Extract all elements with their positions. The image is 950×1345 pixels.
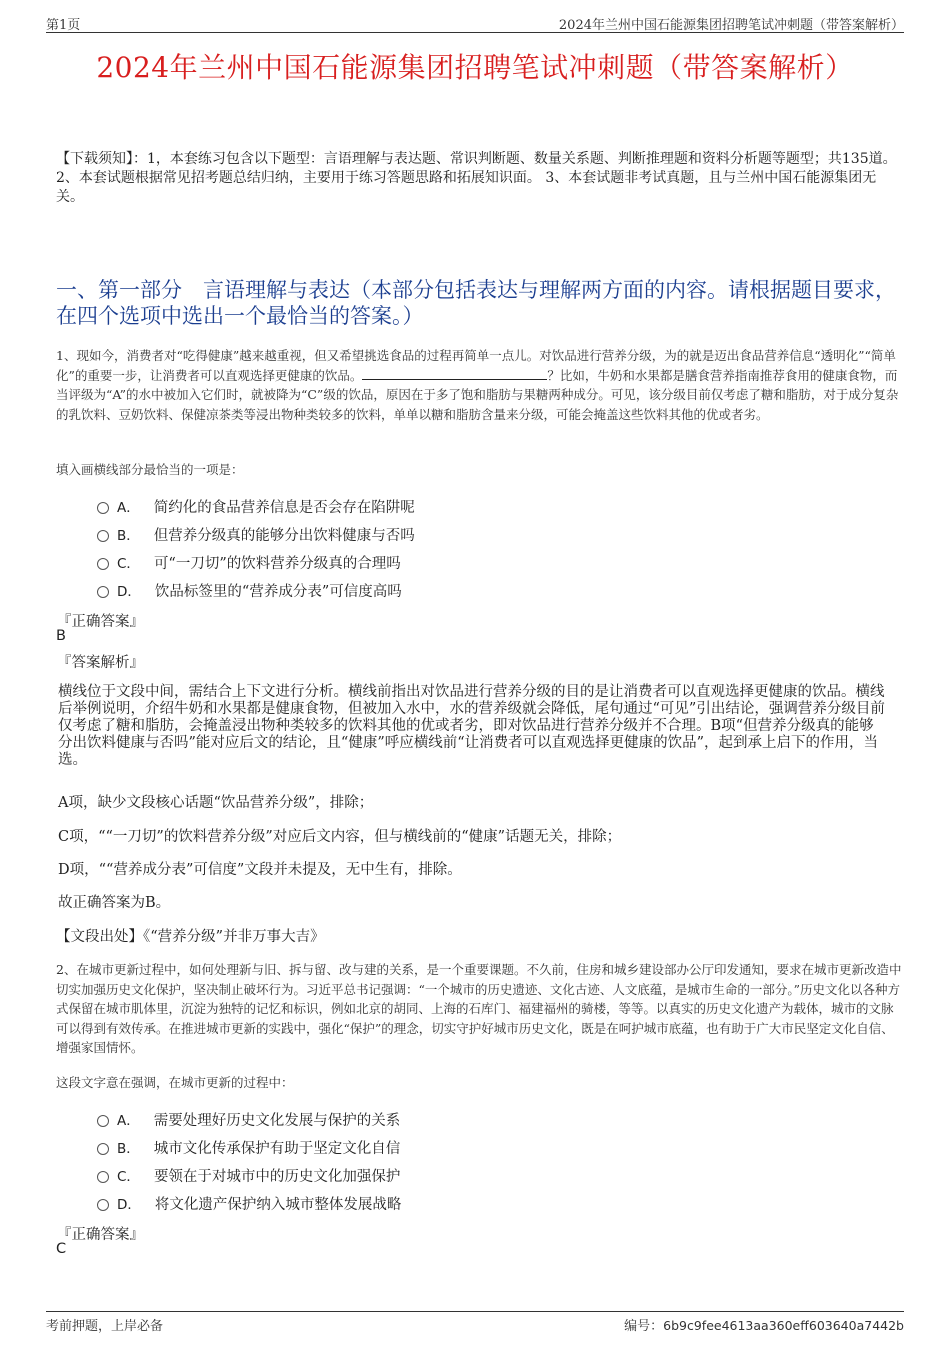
radio-icon[interactable] [97, 502, 109, 514]
answer-label: 『正确答案』 [57, 614, 144, 630]
option-key: C． [117, 556, 140, 572]
question-1-text-a: 1、现如今，消费者对“吃得健康”越来越重视，但又希望挑选食品的过程再简单一点儿。对饮品进行营养分级，为的就是迈出食品营养信息“透明化”“简单化”的重要一步，让消费者可以直观选择更健康的饮品。 [56, 348, 896, 383]
option-c[interactable] [97, 1161, 401, 1189]
option-text: 要领在于对城市中的历史文化加强保护 [153, 1168, 401, 1185]
text-source: 【文段出处】《“营养分级”并非万事大吉》 [56, 929, 325, 945]
download-notice: 【下载须知】：1，本套练习包含以下题型：言语理解与表达题、常识判断题、数量关系题、判断推理题和资料分析题等题型；共135道。 2、本套试题根据常见招考题总结归纳，主要用于练习答题思路和拓展知识面。 3、本套试题非考试真题，且与兰州中国石能源集团无关。 [56, 151, 897, 205]
option-b[interactable] [97, 520, 415, 548]
footer-slogan: 考前押题，上岸必备 [46, 1319, 164, 1334]
option-key: B． [117, 528, 140, 544]
option-text: 可“一刀切”的饮料营养分级真的合理吗 [153, 555, 401, 572]
option-text: 城市文化传承保护有助于坚定文化自信 [153, 1140, 401, 1157]
option-c[interactable] [97, 548, 415, 576]
analysis-option-c: C项，““一刀切”的饮料营养分级”对应后文内容，但与横线前的“健康”话题无关，排除； [58, 829, 622, 845]
page-header [46, 12, 904, 33]
option-d[interactable] [97, 576, 415, 604]
option-text: 需要处理好历史文化发展与保护的关系 [153, 1112, 401, 1129]
option-text: 饮品标签里的“营养成分表”可信度高吗 [154, 583, 402, 600]
question-2-text: 2、在城市更新过程中，如何处理新与旧、拆与留、改与建的关系，是一个重要课题。不久前，住房和城乡建设部办公厅印发通知，要求在城市更新改造中切实加强历史文化保护，坚决制止破坏行为。习近平总书记强调：“一个城市的历史遗迹、文化古迹、人文底蕴，是城市生命的一部分。”历史文化以各种方式保留在城市肌体里，沉淀为独特的记忆和标识，例如北京的胡同、上海的石库门、福建福州的骑楼，等等。以真实的历史文化遗产为载体，城市的文脉可以得到有效传承。在推进城市更新的实践中，强化“保护”的理念，切实守护好城市历史文化，既是在呵护城市底蕴，也有助于广大市民坚定文化自信、增强家国情怀。 [56, 962, 902, 1055]
option-a[interactable] [97, 1105, 401, 1133]
correct-answer: C [56, 1241, 67, 1257]
option-key: D． [117, 1197, 141, 1213]
option-key: D． [117, 584, 141, 600]
question-1-text [56, 346, 904, 424]
analysis-conclusion: 故正确答案为B。 [58, 895, 171, 911]
radio-icon[interactable] [97, 1199, 109, 1211]
radio-icon[interactable] [97, 558, 109, 570]
fill-blank [362, 367, 547, 380]
document-id [624, 1315, 904, 1334]
option-a[interactable] [97, 492, 415, 520]
question-2-options [97, 1105, 401, 1217]
option-d[interactable] [97, 1189, 401, 1217]
answer-analysis: 横线位于文段中间，需结合上下文进行分析。横线前指出对饮品进行营养分级的目的是让消费者可以直观选择更健康的饮品。横线后举例说明，介绍牛奶和水果都是健康食物，但被加入水中，水的营养级就会降低，尾句通过“可见”引出结论，强调营养分级目前仅考虑了糖和脂肪，会掩盖浸出物种类较多的饮料其他的优或者劣，即对饮品进行营养分级并不合理。B项“但营养分级真的能够分出饮料健康与否吗”能对应后文的结论，且“健康”呼应横线前“让消费者可以直观选择更健康的饮品”，起到承上启下的作用，当选。 [58, 684, 885, 768]
analysis-option-a: A项，缺少文段核心话题“饮品营养分级”，排除； [58, 795, 374, 811]
analysis-option-d: D项，““营养成分表”可信度”文段并未提及，无中生有，排除。 [58, 862, 462, 878]
document-id-label: 编号： [624, 1319, 664, 1334]
question-1-text-b: ？比如，牛奶和水果都是膳食营养指南推荐食用的健康食物，而当评级为“A”的水中被加入它们时，就被降为“C”级的饮品，原因在于多了饱和脂肪与果糖两种成分。可见，该分级目前仅考虑了糖和脂肪，对于成分复杂的乳饮料、豆奶饮料、保健凉茶类等浸出物种类较多的饮料，单单以糖和脂肪含量来分级，可能会掩盖这些饮料其他的优或者劣。 [56, 367, 899, 422]
answer-label: 『正确答案』 [57, 1227, 144, 1243]
section-heading: 一、第一部分 言语理解与表达（本部分包括表达与理解两方面的内容。请根据题目要求，在四个选项中选出一个最恰当的答案。） [56, 278, 896, 328]
option-b[interactable] [97, 1133, 401, 1161]
option-text: 简约化的食品营养信息是否会存在陷阱呢 [153, 499, 415, 516]
option-key: A． [117, 1113, 140, 1129]
option-key: B． [117, 1141, 140, 1157]
question-1-prompt: 填入画横线部分最恰当的一项是： [56, 462, 244, 477]
correct-answer: B [56, 628, 66, 644]
option-key: C． [117, 1169, 140, 1185]
radio-icon[interactable] [97, 1143, 109, 1155]
header-doc-title: 2024年兰州中国石能源集团招聘笔试冲刺题（带答案解析） [558, 18, 904, 33]
page-number: 第1页 [46, 18, 81, 33]
radio-icon[interactable] [97, 1115, 109, 1127]
option-key: A． [117, 500, 140, 516]
question-2-prompt: 这段文字意在强调，在城市更新的过程中： [56, 1075, 294, 1090]
question-1-options [97, 492, 415, 604]
page-title: 2024年兰州中国石能源集团招聘笔试冲刺题（带答案解析） [96, 51, 854, 84]
option-text: 将文化遗产保护纳入城市整体发展战略 [154, 1196, 402, 1213]
radio-icon[interactable] [97, 1171, 109, 1183]
radio-icon[interactable] [97, 586, 109, 598]
option-text: 但营养分级真的能够分出饮料健康与否吗 [153, 527, 415, 544]
page-footer [46, 1311, 904, 1334]
document-id-value: 6b9c9fee4613aa360eff603640a7442b [663, 1318, 904, 1333]
radio-icon[interactable] [97, 530, 109, 542]
analysis-label: 『答案解析』 [57, 655, 144, 671]
